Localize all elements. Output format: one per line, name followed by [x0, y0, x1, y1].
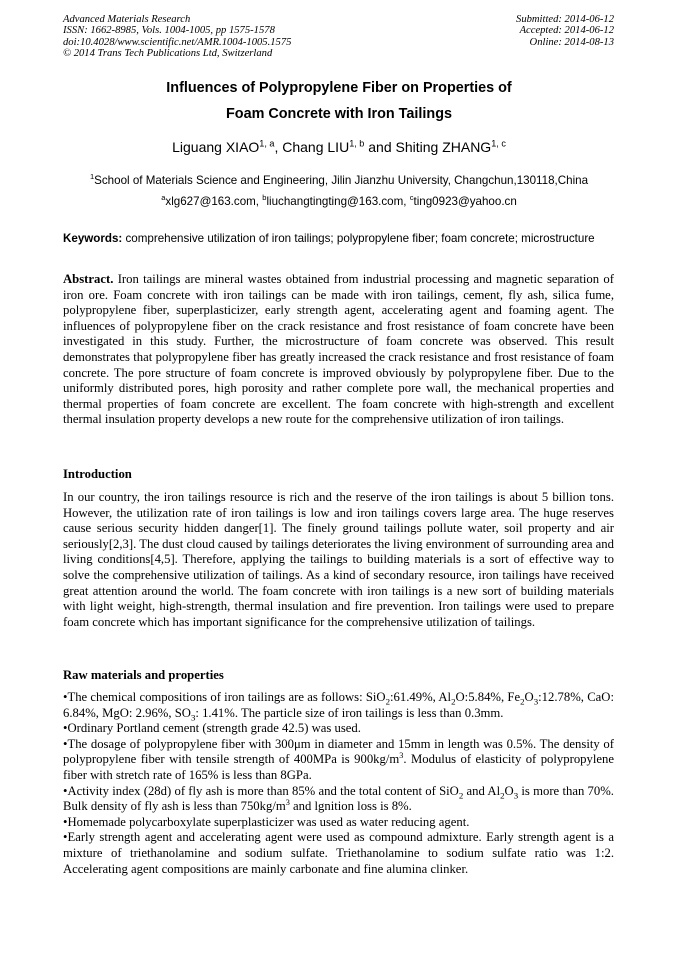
list-item: •Ordinary Portland cement (strength grade 42.5) was used. — [63, 721, 361, 736]
issn-line: ISSN: 1662-8985, Vols. 1004-1005, pp 1575-1578 — [63, 25, 275, 37]
submitted-date: Submitted: 2014-06-12 — [516, 14, 614, 25]
keywords-label: Keywords: — [63, 232, 123, 245]
online-date: Online: 2014-08-13 — [529, 36, 614, 48]
abstract-label: Abstract. — [63, 272, 114, 286]
accepted-date: Accepted: 2014-06-12 — [519, 25, 614, 37]
abstract-text: Iron tailings are mineral wastes obtained from industrial processing and magnetic separation of iron ore. Foam concrete with iron tailings can be made with iron tailings, cement, fly ash, silica fume, polypropylene fiber, superplasticizer, early strength agent, accelerating agent and foaming agent. The influences of polypropylene fiber on the crack resistance and frost resistance of foam concrete have been investigated in this study. Further, the microstructure of foam concrete was observed. This result demonstrates that polypropylene fiber has greatly increased the crack resistance and frost resistance of foam concrete. The pore structure of foam concrete is improved obviously by polypropylene fiber. Due to the uniformly distributed pores, high porosity and rather complete pore wall, the mechanical properties and thermal properties of foam concrete are excellent. The foam concrete with high-strength and excellent thermal insulation property develops a new route for the comprehensive utilization of iron tailings. — [63, 272, 614, 427]
section-heading-introduction: Introduction — [63, 467, 132, 481]
author-name: Chang LIU — [282, 139, 350, 155]
journal-name: Advanced Materials Research — [63, 14, 191, 25]
list-item: •Homemade polycarboxylate superplasticizer was used as water reducing agent. — [63, 814, 470, 829]
introduction-paragraph: In our country, the iron tailings resource is rich and the reserve of the iron tailings is about 5 billion tons. However, the utilization rate of iron tailings is low and iron tailings covers large area. The huge reserves cause serious security hidden danger[1]. The finely ground tailings pollute water, soil property and air seriously[2,3]. The dust cloud caused by tailings deteriorates the living environment of surrounding area and living conditions[4,5]. Therefore, applying the tailings to building materials is a sort of effective way to solve the comprehensive utilization of tailings. As a kind of secondary resource, iron tailings have received great attention around the world. The foam concrete with iron tailings is a new sort of building materials with light weight, high-strength, thermal insulation and fire prevention. Iron tailings were used to prepare foam concrete which has important significance for the comprehensive utilization of tailings. — [63, 490, 614, 629]
section-heading-raw-materials: Raw materials and properties — [63, 668, 224, 682]
paper-title-line-2: Foam Concrete with Iron Tailings — [225, 106, 452, 122]
journal-info-header — [63, 14, 291, 60]
author-list: Liguang XIAO$^{1, a}$, Chang LIU$^{1, b}$ and Shiting ZHANG$^{1, c}$ — [172, 138, 506, 155]
copyright-line: © 2014 Trans Tech Publications Ltd, Switzerland — [63, 48, 273, 60]
keywords-text: comprehensive utilization of iron tailings; polypropylene fiber; foam concrete; microstructure — [122, 232, 595, 245]
email-addresses: $^a$xlg627@163.com, $^b$liuchangtingting@163.com, $^c$ting0923@yahoo.cn — [161, 193, 517, 208]
email-link[interactable]: xlg627@163.com, — [165, 195, 263, 208]
list-item: •Activity index (28d) of fly ash is more than 85% and the total content of SiO$_2$ and $Al_2O_3$ is more than 70%. Bulk density of fly ash is less than $750kg/m^3$ and lgnition loss is 8%. — [63, 783, 614, 814]
author-superscript: 1, b — [349, 138, 365, 149]
author-superscript: 1, c — [491, 138, 506, 149]
email-link[interactable]: liuchangtingting@163.com, — [266, 195, 410, 208]
dates-header — [516, 14, 614, 48]
raw-materials-list — [63, 690, 614, 877]
author-name: Shiting ZHANG — [395, 139, 492, 155]
list-item: •The chemical compositions of iron tailings are as follows: SiO$_2$:61.49%, $Al_2O:5.84\%$, $Fe_2O_3:12.78\%$, CaO: 6.84%, MgO: 2.96%, $SO_3$: 1.41%. The particle size of iron tailings is less than 0.3mm. — [63, 690, 614, 723]
abstract — [63, 272, 614, 428]
email-link[interactable]: ting0923@yahoo.cn — [413, 195, 517, 208]
author-superscript: 1, a — [259, 138, 275, 149]
list-item: •The dosage of polypropylene fiber with 300μm in diameter and 15mm in length was 0.5%. The density of polypropylene fiber with tensile strength of 400MPa is $900kg/m^3$. Modulus of elasticity of polypropylene fiber with stretch rate of 165% is less than 8GPa. — [63, 736, 614, 782]
author-name: Liguang XIAO — [172, 139, 260, 155]
doi-line: doi:10.4028/www.scientific.net/AMR.1004-1005.1575 — [63, 36, 292, 48]
list-item: •Early strength agent and accelerating agent were used as compound admixture. Early strength agent is a mixture of triethanolamine and sodium sulfate. Triethanolamine to sodium sulfate ratio was 1:2. Accelerating agent compositions are mainly carbonate and fine alumina clinker. — [63, 830, 614, 876]
paper-title-line-1: Influences of Polypropylene Fiber on Properties of — [166, 80, 512, 96]
affiliation: $^1$School of Materials Science and Engineering, Jilin Jianzhu University, Changchun,130118,China — [89, 172, 589, 187]
keywords — [63, 231, 614, 246]
